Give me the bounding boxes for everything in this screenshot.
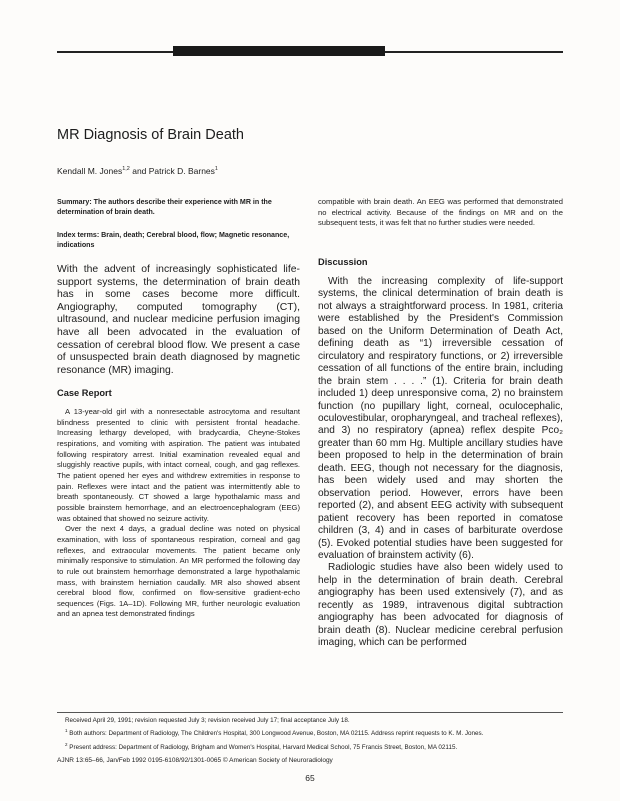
footnote xyxy=(57,740,563,752)
paragraph: A 13-year-old girl with a nonresectable astrocytoma and resultant blindness presented to clinic with persistent frontal headache. Increasing lethargy developed, with bradycardia, Cheyne-Stokes respirations, and vomiting with aspiration. The patient was intubated following respiratory arrest. Initial examination revealed equal and sluggishly reactive pupils, with intact corneal, cough, and gag reflexes. The patient opened her eyes and withdrew extremities in response to pain. Reflexes were intact and the patient was intermittently able to breath spontaneously. CT showed a large hypothalamic mass and possible brainstem hemorrhage, and an electroencephalogram (EEG) was obtained that showed no seizure activity. xyxy=(57,407,300,523)
footnote-text: Both authors: Department of Radiology, The Children's Hospital, 300 Longwood Avenue, Boston, MA 02115. Address reprint requests to K. M. Jones. xyxy=(69,730,484,738)
case-report-heading: Case Report xyxy=(57,388,112,398)
author-joiner: and xyxy=(129,166,149,176)
footnote-mark: 2 xyxy=(65,741,68,747)
summary: Summary: The authors describe their experience with MR in the determination of brain death. xyxy=(57,198,272,217)
discussion-body xyxy=(318,276,563,650)
paragraph: Radiologic studies have also been widely used to help in the determination of brain death. Cerebral angiography has been used extensively (7), and as recently as 1989, intravenous digital subtraction angiography has been advocated for diagnosis of brain death (8). Nuclear medicine cerebral perfusion imaging, which can be performed xyxy=(318,562,563,649)
footnote xyxy=(57,726,563,738)
page-number: 65 xyxy=(305,773,315,783)
header-bar xyxy=(173,46,385,56)
footnotes xyxy=(57,716,563,753)
case-report-body xyxy=(57,407,300,620)
author-line xyxy=(57,166,218,176)
footnote-mark: 1 xyxy=(65,728,68,734)
author-affiliation: 1 xyxy=(214,166,218,173)
discussion-heading: Discussion xyxy=(318,257,368,267)
article-title: MR Diagnosis of Brain Death xyxy=(57,127,244,143)
received-dates: Received April 29, 1991; revision requested July 3; revision received July 17; final acceptance July 18. xyxy=(65,717,350,724)
paragraph: With the increasing complexity of life-support systems, the clinical determination of brain death is not always a straightforward process. In 1981, criteria were established by the President's Commission based on the Uniform Determination of Death Act, defining death as “1) irreversible cessation of circulatory and respiratory functions, or 2) irreversible cessation of all functions of the entire brain, including the brain stem . . . .” (1). Criteria for brain death included 1) deep unresponsive coma, 2) no brainstem function (no pupillary light, corneal, oculocephalic, oculovestibular, oropharyngeal, and tracheal reflexes), and 3) no respiratory (apnea) reflex despite Pco₂ greater than 60 mm Hg. Multiple ancillary studies have been proposed to help in the determination of brain death. EEG, though not necessary for the diagnosis, has been widely used and may shorten the observation period. However, errors have been reported (2), and absent EEG activity with subsequent patient recovery has been reported in comatose children (3, 4) and in cases of barbiturate overdose (5). Evoked potential studies have been suggested for evaluation of brainstem activity (6). xyxy=(318,276,563,561)
introduction: With the advent of increasingly sophisticated life-support systems, the determination of brain death has in some cases become more difficult. Angiography, computed tomography (CT), ultrasound, and nuclear medicine perfusion imaging have all been advocated in the evaluation of cessation of cerebral blood flow. We present a case of unsuspected brain death diagnosed by magnetic resonance (MR) imaging. xyxy=(57,264,300,376)
author-affiliation: 1,2 xyxy=(122,166,130,173)
author-name: Kendall M. Jones xyxy=(57,166,123,176)
footnote-rule xyxy=(57,712,563,713)
paragraph: Over the next 4 days, a gradual decline was noted on physical examination, with loss of spontaneous respiration, corneal and gag reflexes, and extraocular movements. The patient became only minimally responsive to stimulation. An MR performed the following day to rule out brainstem hemorrhage demonstrated a large hypothalamic mass, with brainstem herniation caudally. MR also showed absent cerebral blood flow, confirmed on flow-sensitive gradient-echo sequences (Figs. 1A–1D). Following MR, further neurologic evaluation and an apnea test demonstrated findings xyxy=(57,524,300,619)
case-report-continuation: compatible with brain death. An EEG was performed that demonstrated no electrical activity. Because of the findings on MR and on the subsequent tests, it was felt that no further studies were needed. xyxy=(318,197,563,228)
journal-citation: AJNR 13:65–66, Jan/Feb 1992 0195-6108/92/1301-0065 © American Society of Neuroradiology xyxy=(57,757,333,764)
index-terms: Index terms: Brain, death; Cerebral blood, flow; Magnetic resonance, indications xyxy=(57,231,290,250)
footnote-text: Present address: Department of Radiology, Brigham and Women's Hospital, Harvard Medical School, 75 Francis Street, Boston, MA 02115. xyxy=(69,743,458,751)
author-name: Patrick D. Barnes xyxy=(148,166,215,176)
